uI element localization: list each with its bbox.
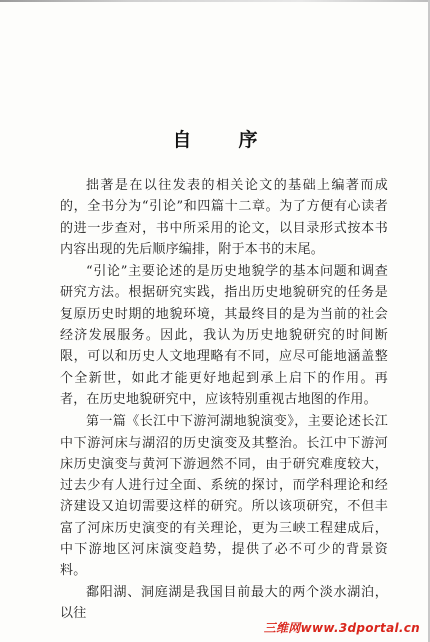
paragraph-2: “引论”主要论述的是历史地貌学的基本问题和调查研究方法。根据研究实践，指出历史地貌研究的任务是复原历史时期的地貌环境，其最终目的是为当前的社会经济发展服务。因此，我认为历史地貌研究的时间断限，可以和历史人文地理略有不同，应尽可能地涵盖整个全新世，如此才能更好地起到承上启下的作用。再者，在历史地貌研究中，应该特别重视古地图的作用。 bbox=[60, 264, 388, 407]
page-title: 自 序 bbox=[172, 129, 272, 151]
body-text bbox=[60, 175, 388, 624]
paragraph-4: 鄱阳湖、洞庭湖是我国目前最大的两个淡水湖泊，以往 bbox=[60, 584, 388, 621]
paragraph-1: 拙著是在以往发表的相关论文的基础上编著而成的，全书分为“引论”和四篇十二章。为了方便有心读者的进一步查对，书中所采用的论文，以目录形式按本书内容出现的先后顺序编排，附于本书的末尾。 bbox=[60, 178, 388, 257]
paragraph-3: 第一篇《长江中下游河湖地貌演变》，主要论述长江中下游河床与湖沼的历史演变及其整治。长江中下游河床历史演变与黄河下游迥然不同，由于研究难度较大，过去少有人进行过全面、系统的探讨，而学科理论和经济建设又迫切需要这样的研究。所以该项研究，不但丰富了河床历史演变的有关理论，更为三峡工程建成后，中下游地区河床演变趋势，提供了必不可少的背景资料。 bbox=[60, 414, 388, 579]
scan-edge-top bbox=[0, 0, 430, 2]
site-watermark: 三维网www.3dportal.cn bbox=[263, 621, 420, 635]
